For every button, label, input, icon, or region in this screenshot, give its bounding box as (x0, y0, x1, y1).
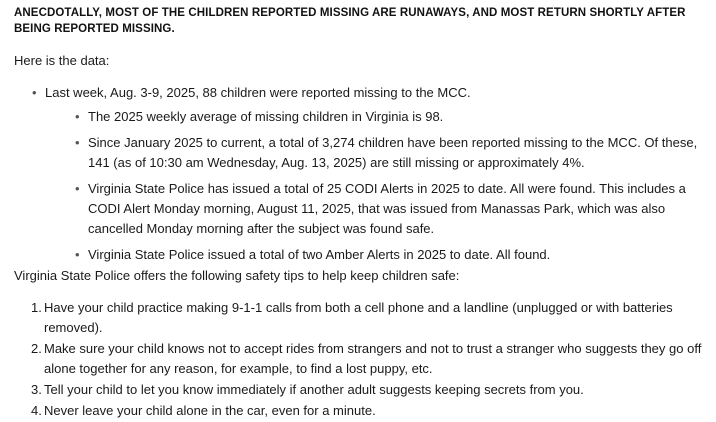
list-item-text: Virginia State Police issued a total of two Amber Alerts in 2025 to date. All found. (88, 247, 551, 262)
list-item (31, 339, 711, 379)
list-item (31, 401, 711, 421)
list-item (75, 179, 705, 239)
list-item-text: The 2025 weekly average of missing children in Virginia is 98. (88, 109, 444, 124)
safety-tips-intro: Virginia State Police offers the following safety tips to help keep children safe: (14, 268, 460, 283)
list-item-text: Tell your child to let you know immediately if another adult suggests keeping secrets from you. (44, 382, 584, 397)
list-item-text: Never leave your child alone in the car, even for a minute. (44, 403, 376, 418)
list-item-text: Make sure your child knows not to accept rides from strangers and not to trust a stranger who suggests they go off alone together for any reason, for example, to find a lost puppy, etc. (44, 341, 702, 376)
bullet-icon: • (75, 135, 80, 150)
bullet-icon: • (75, 247, 80, 262)
bullet-icon: • (32, 85, 37, 100)
list-item-text: Since January 2025 to current, a total of 3,274 children have been reported missing to the MCC. Of these, 141 (as of 10:30 am Wednesday, Aug. 13, 2025) are still missing or approximately 4%. (88, 135, 698, 170)
list-item-text: Have your child practice making 9-1-1 calls from both a cell phone and a landline (unplugged or with batteries removed). (44, 300, 673, 335)
list-item (31, 380, 711, 400)
intro-text: Here is the data: (14, 53, 110, 68)
bullet-icon: • (75, 109, 80, 124)
safety-tips-list (31, 298, 711, 422)
list-number: 1. (31, 300, 42, 315)
headline: ANECDOTALLY, MOST OF THE CHILDREN REPORTED MISSING ARE RUNAWAYS, AND MOST RETURN SHORTLY AFTER BEING REPORTED MISSING. (14, 7, 686, 35)
list-number: 4. (31, 403, 42, 418)
list-item (75, 245, 705, 265)
list-number: 2. (31, 341, 42, 356)
list-item-text: Last week, Aug. 3-9, 2025, 88 children were reported missing to the MCC. (45, 85, 471, 100)
list-number: 3. (31, 382, 42, 397)
data-sub-list (75, 107, 705, 271)
list-item (75, 107, 705, 127)
list-item (75, 133, 705, 173)
bullet-icon: • (75, 181, 80, 196)
data-list (32, 83, 702, 103)
list-item (31, 298, 711, 338)
list-item (32, 83, 702, 103)
list-item-text: Virginia State Police has issued a total of 25 CODI Alerts in 2025 to date. All were found. This includes a CODI Alert Monday morning, August 11, 2025, that was issued from Manassas Park, which was also cancelled Monday morning after the subject was found safe. (88, 181, 686, 236)
